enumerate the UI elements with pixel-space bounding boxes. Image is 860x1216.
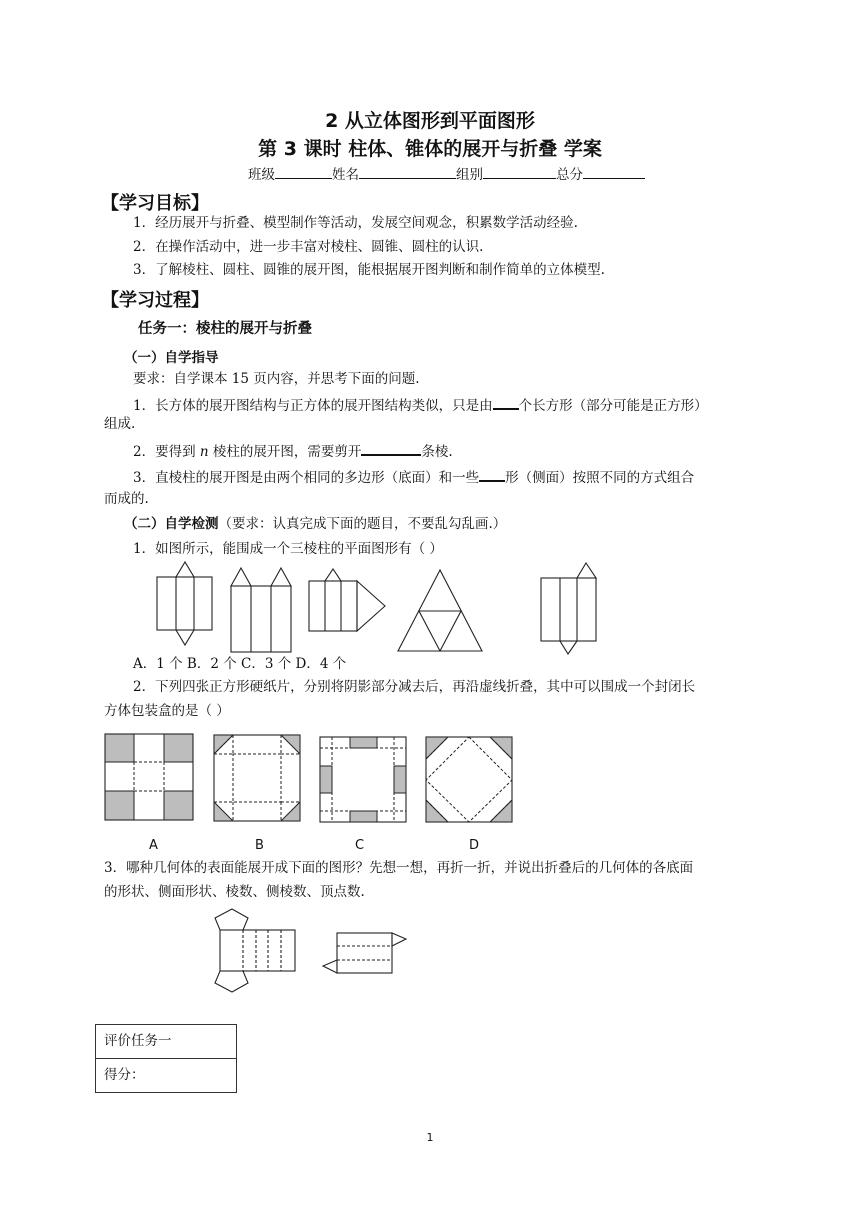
- self-check-heading: （二）自学检测: [124, 516, 219, 532]
- lesson-title: 第 3 课时 柱体、锥体的展开与折叠 学案: [258, 138, 602, 160]
- score-label: 总分: [556, 167, 583, 183]
- q1-line-cont: 组成.: [104, 416, 136, 432]
- group-label: 组别: [456, 167, 483, 183]
- sheet-label-d: D: [469, 838, 480, 853]
- q1-line: 1．长方体的展开图结构与正方体的展开图结构类似，只是由 个长方形（部分可能是正方形）: [133, 398, 708, 414]
- name-label: 姓名: [332, 167, 359, 183]
- n-variable: n: [199, 444, 209, 460]
- evaluation-box: [95, 1024, 237, 1093]
- task1-title: 任务一：棱柱的展开与折叠: [138, 321, 312, 337]
- check-q2-cont: 方体包装盒的是（ ）: [104, 703, 230, 719]
- sheet-label-c: C: [355, 838, 365, 853]
- check-q1-options: A．1 个 B．2 个 C．3 个 D．4 个: [133, 656, 347, 672]
- check-q3-cont: 的形状、侧面形状、棱数、侧棱数、顶点数.: [104, 884, 365, 900]
- evaluation-task-label: 评价任务一: [104, 1033, 172, 1049]
- sheet-label-a: A: [149, 838, 158, 853]
- self-check-requirement: （要求：认真完成下面的题目，不要乱勾乱画.）: [218, 516, 507, 532]
- check-q1: 1．如图所示，能围成一个三棱柱的平面图形有（ ）: [133, 541, 443, 557]
- evaluation-score-field[interactable]: 得分：: [96, 1058, 236, 1092]
- triangular-prism-net: [323, 933, 406, 973]
- q3-line-cont: 而成的.: [104, 491, 149, 507]
- objective-item: 3．了解棱柱、圆柱、圆锥的展开图，能根据展开图判断和制作简单的立体模型.: [133, 262, 605, 278]
- check-q2: 2．下列四张正方形硬纸片，分别将阴影部分减去后，再沿虚线折叠，其中可以围成一个封闭长: [133, 679, 696, 695]
- process-heading: 【学习过程】: [101, 290, 209, 311]
- check-q3: 3．哪种几何体的表面能展开成下面的图形？先想一想，再折一折，并说出折叠后的几何体的各底面: [104, 860, 694, 876]
- self-study-requirement: 要求：自学课本 15 页内容，并思考下面的问题.: [133, 371, 420, 387]
- objectives-heading: 【学习目标】: [101, 193, 209, 214]
- objective-item: 2．在操作活动中，进一步丰富对棱柱、圆锥、圆柱的认识.: [133, 239, 484, 255]
- chapter-title: 2 从立体图形到平面图形: [325, 110, 535, 132]
- page-number: 1: [426, 1131, 434, 1144]
- objective-item: 1．经历展开与折叠、模型制作等活动，发展空间观念，积累数学活动经验.: [133, 215, 578, 231]
- sheet-label-b: B: [255, 838, 264, 853]
- self-study-heading: （一）自学指导: [124, 350, 219, 366]
- q2-line: 2．要得到 n 棱柱的展开图，需要剪开 条棱.: [133, 444, 453, 460]
- class-label: 班级: [248, 167, 275, 183]
- q3-line: 3．直棱柱的展开图是由两个相同的多边形（底面）和一些 形（侧面）按照不同的方式组合: [133, 470, 695, 486]
- pentagonal-prism-net: [215, 909, 295, 992]
